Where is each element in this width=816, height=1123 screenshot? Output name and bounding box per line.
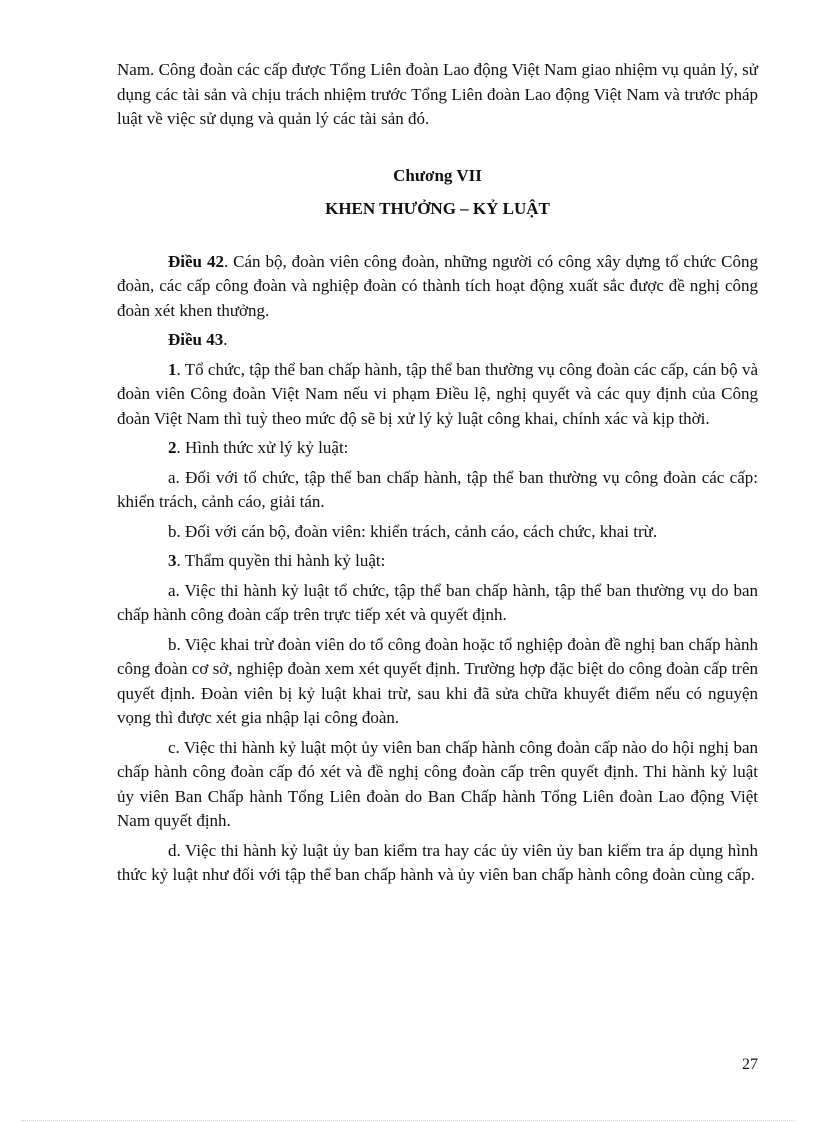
article-42-label: Điều 42 bbox=[168, 251, 224, 271]
clause-2-text: . Hình thức xử lý kỷ luật: bbox=[176, 438, 349, 457]
article-43-heading bbox=[117, 328, 758, 353]
article-42 bbox=[117, 250, 758, 324]
chapter-label: Chương VII bbox=[393, 165, 482, 185]
article-43-clause-2 bbox=[117, 436, 758, 461]
page-number: 27 bbox=[742, 1056, 758, 1073]
clause-1-text: . Tổ chức, tập thể ban chấp hành, tập thể ban thường vụ công đoàn các cấp, cán bộ và đoàn viên Công đoàn Việt Nam nếu vi phạm Điều lệ, nghị quyết và các quy định của Công đoàn Việt Nam thì tuỳ theo mức độ sẽ bị xử lý kỷ luật công khai, chính xác và kịp thời. bbox=[117, 359, 758, 428]
clause-3-text: . Thẩm quyền thi hành kỷ luật: bbox=[176, 551, 386, 570]
article-43-clause-3 bbox=[117, 549, 758, 574]
clause-3-point-b: b. Việc khai trừ đoàn viên do tổ công đoàn hoặc tổ nghiệp đoàn đề nghị ban chấp hành công đoàn cơ sở, nghiệp đoàn xem xét quyết định. Trường hợp đặc biệt do công đoàn cấp trên quyết định. Đoàn viên bị kỷ luật khai trừ, sau khi đã sửa chữa khuyết điểm nếu có nguyện vọng thì được xét gia nhập lại công đoàn. bbox=[117, 634, 758, 727]
clause-3-number: 3 bbox=[168, 551, 177, 570]
article-43-label-suffix: . bbox=[223, 330, 228, 349]
clause-2-number: 2 bbox=[168, 438, 177, 457]
clause-3-point-c: c. Việc thi hành kỷ luật một ủy viên ban chấp hành công đoàn cấp nào do hội nghị ban chấp hành công đoàn cấp đó xét và đề nghị công đoàn cấp trên quyết định. Thi hành kỷ luật ủy viên Ban Chấp hành Tổng Liên đoàn do Ban Chấp hành Tổng Liên đoàn Lao động Việt Nam quyết định. bbox=[117, 737, 758, 830]
footer-divider bbox=[22, 1120, 794, 1121]
intro-paragraph: Nam. Công đoàn các cấp được Tổng Liên đoàn Lao động Việt Nam giao nhiệm vụ quản lý, sử dụng các tài sản và chịu trách nhiệm trước Tổng Liên đoàn Lao động Việt Nam và trước pháp luật về việc sử dụng và quản lý các tài sản đó. bbox=[117, 60, 758, 128]
clause-3-point-a: a. Việc thi hành kỷ luật tổ chức, tập thể ban chấp hành, tập thể ban thường vụ do ban chấp hành công đoàn cấp trên trực tiếp xét và quyết định. bbox=[117, 580, 758, 624]
article-43-label: Điều 43 bbox=[168, 330, 224, 349]
clause-1-number: 1 bbox=[168, 359, 177, 379]
document-page bbox=[117, 58, 758, 888]
clause-3-point-d: d. Việc thi hành kỷ luật ủy ban kiểm tra hay các ủy viên ủy ban kiểm tra áp dụng hình thức kỷ luật như đối với tập thể ban chấp hành và ủy viên ban chấp hành công đoàn cùng cấp. bbox=[117, 840, 758, 884]
clause-2-point-a: a. Đối với tổ chức, tập thể ban chấp hành, tập thể ban thường vụ công đoàn các cấp: khiển trách, cảnh cáo, giải tán. bbox=[117, 467, 758, 511]
article-43-clause-1 bbox=[117, 358, 758, 432]
chapter-title: KHEN THƯỞNG – KỶ LUẬT bbox=[325, 199, 550, 218]
clause-2-point-b: b. Đối với cán bộ, đoàn viên: khiển trách, cảnh cáo, cách chức, khai trừ. bbox=[168, 521, 658, 541]
article-42-text: . Cán bộ, đoàn viên công đoàn, những người có công xây dựng tổ chức Công đoàn, các cấp công đoàn và nghiệp đoàn có thành tích hoạt động xuất sắc được đề nghị công đoàn xét khen thưởng. bbox=[117, 251, 758, 320]
